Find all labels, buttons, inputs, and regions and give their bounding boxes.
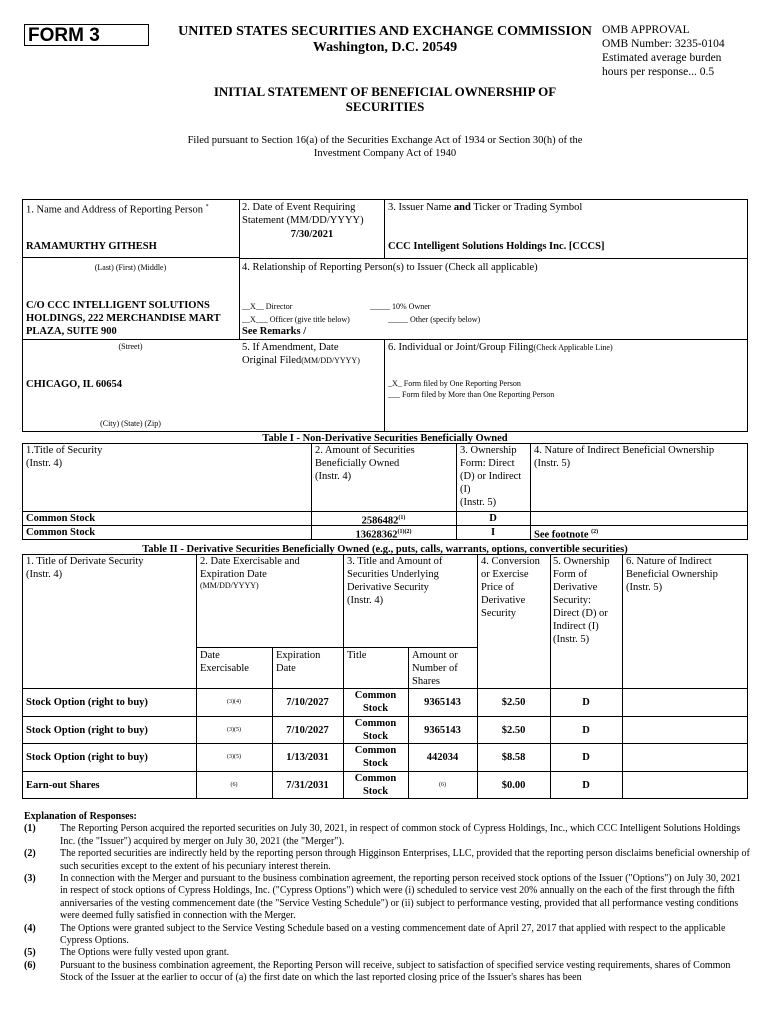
box1-footnote-mark: * xyxy=(205,204,209,210)
table2-row-price: $2.50 xyxy=(501,697,526,708)
header-line: 4. Conversion xyxy=(481,556,540,567)
table2-row-expiration: 1/13/2031 xyxy=(286,752,329,763)
header-line: Amount or xyxy=(412,650,458,661)
see-remarks: See Remarks / xyxy=(242,326,307,337)
header-line: Indirect (I) xyxy=(553,621,599,632)
footnote-text: Pursuant to the business combination agreement, the Reporting Person will receive, subject to satisfaction of specified service vesting requirements, shares of Common Stock of the Issuer at the earlier to occur of (a) the first date on which the last reported closing price of the Issuer's shares has been xyxy=(60,959,731,984)
footnote-number: (5) xyxy=(24,947,36,959)
header-line: Price of xyxy=(481,582,514,593)
footnote-number: (3) xyxy=(24,873,36,885)
footnote-ref[interactable]: (2) xyxy=(591,529,599,535)
box2-label xyxy=(242,201,364,227)
address-line-2: HOLDINGS, 222 MERCHANDISE MART xyxy=(26,313,221,324)
city-caption: (City) (State) (Zip) xyxy=(100,419,161,428)
filing-multiple-persons-option[interactable]: ___ Form filed by More than One Reporting Person xyxy=(388,390,555,399)
header-line: Number of xyxy=(412,663,458,674)
table2-col4-header xyxy=(481,555,540,620)
table2-row-expiration: 7/10/2027 xyxy=(286,697,329,708)
table1-col4-header xyxy=(534,444,714,470)
footnote-number: (2) xyxy=(24,848,36,860)
form-title xyxy=(170,84,600,114)
header-line: 1.Title of Security xyxy=(26,445,103,456)
subheader-expiration-date xyxy=(276,649,320,675)
header-line: (I) xyxy=(460,484,471,495)
footnote-text: In connection with the Merger and pursuant to the business combination agreement, the reporting person received stock options of the Issuer ("Options") on July 30, 2021 in respect of stock options of Cypress Holdings, Inc. ("Cypress Options") which were (i) scheduled to service vest 20% annually on the each of the first through the fifth anniversaries of the vesting commencement date (the "Service Vesting Schedule") or (ii) subject to performance vesting, provided that all performance vesting conditions were deemed fully satisfied in connection with the Merger. xyxy=(60,873,741,922)
box5-label xyxy=(242,341,360,367)
subheader-amount xyxy=(412,649,458,688)
header-line: 2. Amount of Securities xyxy=(315,445,415,456)
nature-text: See footnote xyxy=(534,529,589,541)
table2-col5-header xyxy=(553,555,610,646)
table1-row2-title: Common Stock xyxy=(26,527,96,538)
footnote xyxy=(24,960,750,985)
filing-basis xyxy=(160,134,610,160)
box4-label: 4. Relationship of Reporting Person(s) to Issuer (Check all applicable) xyxy=(242,262,538,273)
footnote-text: The Options were fully vested upon grant. xyxy=(60,947,230,959)
date-format: (MM/DD/YYYY) xyxy=(200,581,259,590)
other-checkbox[interactable]: _____ Other (specify below) xyxy=(388,315,481,324)
table2-row-price: $0.00 xyxy=(501,780,526,791)
header-line: 1. Title of Derivate Security xyxy=(26,556,144,567)
table2-row-ownership-form: D xyxy=(582,725,590,736)
header-line: Derivative xyxy=(553,582,598,593)
omb-approval xyxy=(602,23,725,79)
ten-percent-owner-checkbox[interactable]: _____ 10% Owner xyxy=(370,302,431,311)
box1-label xyxy=(26,201,209,217)
table1-row2-form: I xyxy=(490,527,496,538)
box1-label-text: 1. Name and Address of Reporting Person xyxy=(26,204,204,216)
address-line-1: C/O CCC INTELLIGENT SOLUTIONS xyxy=(26,300,210,311)
header-line: Securities Underlying xyxy=(347,569,439,580)
header-line: Exercisable xyxy=(200,663,249,674)
table2-row-date-exercisable-footnote[interactable]: (3)(4) xyxy=(227,699,241,705)
event-date: 7/30/2021 xyxy=(290,229,334,240)
footnote xyxy=(24,947,750,959)
reporting-person-name: RAMAMURTHY GITHESH xyxy=(26,241,157,252)
footnote-number: (6) xyxy=(24,959,36,971)
table2-row-title: Stock Option (right to buy) xyxy=(26,752,148,763)
footnote-ref[interactable]: (1)(2) xyxy=(397,529,412,535)
table1-title: Table I - Non-Derivative Securities Beneficially Owned xyxy=(262,433,508,444)
header-line: Form of xyxy=(553,569,588,580)
footnote-ref[interactable]: (1) xyxy=(398,515,406,521)
header-line: 3. Ownership xyxy=(460,445,517,456)
director-checkbox[interactable]: __X__ Director xyxy=(242,302,293,311)
table1-row1-form: D xyxy=(489,513,497,524)
subheader-title: Title xyxy=(347,650,367,661)
header-line: Security xyxy=(481,608,516,619)
table2-row-date-exercisable-footnote[interactable]: (3)(5) xyxy=(227,727,241,733)
header-line: 2. Date Exercisable and xyxy=(200,556,300,567)
table2-row-date-exercisable-footnote[interactable]: (3)(5) xyxy=(227,754,241,760)
footnote-number: (4) xyxy=(24,922,36,934)
footnote xyxy=(24,923,750,948)
header-line: 3. Title and Amount of xyxy=(347,556,443,567)
filing-basis-line: Filed pursuant to Section 16(a) of the Securities Exchange Act of 1934 or Section 30(h) of the xyxy=(187,135,583,146)
header-line: Expiration Date xyxy=(200,569,267,580)
header-line: Expiration xyxy=(276,650,321,661)
omb-line: OMB Number: 3235-0104 xyxy=(602,38,725,50)
table2-row-underlying-title: Common xyxy=(354,773,397,784)
footnote-number: (1) xyxy=(24,823,36,835)
header-line: (Instr. 4) xyxy=(315,471,352,482)
name-caption: (Last) (First) (Middle) xyxy=(94,263,167,272)
amount-value: 2586482 xyxy=(361,515,399,527)
footnote-text: The Options were granted subject to the Service Vesting Schedule based on a vesting commencement date of April 27, 2017 that applied with respect to the applicable Cypress Options. xyxy=(60,922,726,947)
footnote xyxy=(24,823,750,848)
header-line: (Instr. 4) xyxy=(26,458,63,469)
header-line: Beneficially Owned xyxy=(315,458,400,469)
header-line: (Instr. 5) xyxy=(626,582,663,593)
box2-label-line: 2. Date of Event Requiring xyxy=(242,202,356,213)
box5-date-format: (MM/DD/YYYY) xyxy=(301,356,360,365)
box6-label-small: (Check Applicable Line) xyxy=(533,343,613,352)
table2-row-amount: 9365143 xyxy=(424,697,461,708)
table2-row-underlying-title: Stock xyxy=(362,786,389,797)
table2-row-price: $2.50 xyxy=(501,725,526,736)
header-line: 5. Ownership xyxy=(553,556,610,567)
box5-label-line: Original Filed xyxy=(242,355,302,366)
header-line: Date xyxy=(200,650,220,661)
explanation-of-responses xyxy=(24,811,750,985)
table2-col2-header xyxy=(200,555,300,591)
table2-row-underlying-title: Common xyxy=(354,690,397,701)
header-line: Form: Direct xyxy=(460,458,515,469)
header-line: (Instr. 5) xyxy=(553,634,590,645)
table1-col3-header xyxy=(460,444,521,509)
table1-col2-header xyxy=(315,444,415,483)
form-label: FORM 3 xyxy=(24,24,149,46)
table2-col3-header xyxy=(347,555,442,607)
header-line: Derivative Security xyxy=(347,582,429,593)
form-title-line: SECURITIES xyxy=(345,99,425,114)
header-line: Date xyxy=(276,663,296,674)
table2-row-underlying-title: Stock xyxy=(362,703,389,714)
box5-label-line: 5. If Amendment, Date xyxy=(242,342,339,353)
table2-row-price: $8.58 xyxy=(501,752,526,763)
table2-row-underlying-title: Stock xyxy=(362,731,389,742)
table2-row-ownership-form: D xyxy=(582,752,590,763)
header-line: (Instr. 5) xyxy=(534,458,571,469)
footnote xyxy=(24,873,750,923)
table2-col6-header xyxy=(626,555,718,594)
table2-row-ownership-form: D xyxy=(582,780,590,791)
table2-row-title: Earn-out Shares xyxy=(26,780,100,791)
box3-label xyxy=(388,201,582,214)
header-line: Security: xyxy=(553,595,591,606)
table2-row-underlying-title: Common xyxy=(354,745,397,756)
table2-row-amount: 442034 xyxy=(426,752,459,763)
table2-col1-header xyxy=(26,555,144,581)
footnote-text: The Reporting Person acquired the reported securities on July 30, 2021, in respect of common stock of Cypress Holdings, Inc., which CCC Intelligent Solutions Holdings Inc. (the "Issuer") acquired by merger on July 30, 2021 (the "Merger"). xyxy=(60,823,741,847)
table2-title: Table II - Derivative Securities Beneficially Owned (e.g., puts, calls, warrants, options, convertible securities) xyxy=(142,544,628,555)
commission-name: UNITED STATES SECURITIES AND EXCHANGE COMMISSION xyxy=(178,24,592,39)
table2-row-amount: (6) xyxy=(439,782,446,788)
header-line: 4. Nature of Indirect Beneficial Ownership xyxy=(534,445,715,456)
filing-basis-line: Investment Company Act of 1940 xyxy=(313,148,457,159)
header-line: 6. Nature of Indirect xyxy=(626,556,712,567)
footnote xyxy=(24,848,750,873)
box6-label-text: 6. Individual or Joint/Group Filing xyxy=(388,342,534,353)
address-line-3: PLAZA, SUITE 900 xyxy=(26,326,117,337)
header-line: (Instr. 5) xyxy=(460,497,497,508)
header-line: (Instr. 4) xyxy=(347,595,384,606)
header-line: (Instr. 4) xyxy=(26,569,63,580)
table2-row-title: Stock Option (right to buy) xyxy=(26,725,148,736)
omb-line: OMB APPROVAL xyxy=(602,24,690,36)
street-caption: (Street) xyxy=(118,342,143,351)
box6-label xyxy=(388,341,613,354)
table2-row-ownership-form: D xyxy=(582,697,590,708)
omb-line: Estimated average burden xyxy=(602,52,722,64)
form-title-line: INITIAL STATEMENT OF BENEFICIAL OWNERSHIP OF xyxy=(213,84,557,99)
omb-line: hours per response... 0.5 xyxy=(602,66,715,78)
table2-row-underlying-title: Stock xyxy=(362,758,389,769)
table2-row-amount: 9365143 xyxy=(424,725,461,736)
footnote-text: The reported securities are indirectly held by the reporting person through Higginson Enterprises, LLC, provided that the reporting person disclaims beneficial ownership of such securities except to the extent of his pecuniary interest therein. xyxy=(60,848,750,872)
table1-col1-header xyxy=(26,444,102,470)
header-line: (D) or Indirect xyxy=(460,471,522,482)
box3-label-text: Ticker or Trading Symbol xyxy=(470,202,583,213)
city-state-zip: CHICAGO, IL 60654 xyxy=(26,379,122,390)
header-line: Shares xyxy=(412,676,440,687)
explanation-heading: Explanation of Responses: xyxy=(24,811,137,822)
amount-value: 13628362 xyxy=(355,529,398,541)
officer-checkbox[interactable]: __X___ Officer (give title below) xyxy=(242,315,350,324)
box3-label-and: and xyxy=(453,202,471,213)
commission-location: Washington, D.C. 20549 xyxy=(312,40,458,55)
issuer-name: CCC Intelligent Solutions Holdings Inc. [CCCS] xyxy=(388,241,605,252)
table1-row2-amount xyxy=(311,526,456,542)
table2-row-title: Stock Option (right to buy) xyxy=(26,697,148,708)
table1-row2-nature xyxy=(534,526,598,542)
table2-row-expiration: 7/10/2027 xyxy=(286,725,329,736)
table2-row-date-exercisable-footnote[interactable]: (6) xyxy=(230,782,238,788)
header-line: or Exercise xyxy=(481,569,529,580)
header-line: Derivative xyxy=(481,595,526,606)
table2-row-expiration: 7/31/2031 xyxy=(286,780,329,791)
header-line: Beneficial Ownership xyxy=(626,569,718,580)
box2-label-line: Statement (MM/DD/YYYY) xyxy=(242,215,364,226)
table1-row1-title: Common Stock xyxy=(26,513,96,524)
agency-heading xyxy=(170,24,600,56)
table2-row-underlying-title: Common xyxy=(354,718,397,729)
subheader-date-exercisable xyxy=(200,649,249,675)
filing-one-person-option[interactable]: _X_ Form filed by One Reporting Person xyxy=(388,379,521,388)
box3-label-text: 3. Issuer Name xyxy=(388,202,454,213)
header-line: Direct (D) or xyxy=(553,608,608,619)
